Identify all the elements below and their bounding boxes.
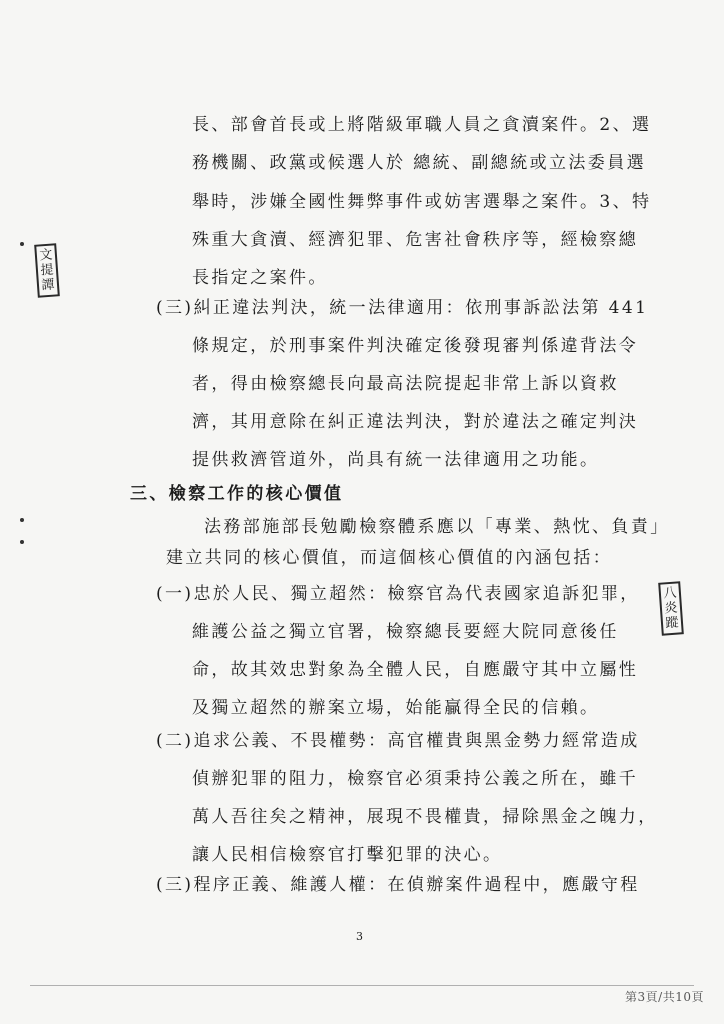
body-line: (三)糾正違法判決，統一法律適用：依刑事訴訟法第 441 bbox=[156, 298, 649, 318]
body-line: 舉時，涉嫌全國性舞弊事件或妨害選舉之案件。3、特 bbox=[192, 192, 652, 212]
body-line: 者，得由檢察總長向最高法院提起非常上訴以資救 bbox=[192, 374, 619, 394]
body-line: 長、部會首長或上將階級軍職人員之貪瀆案件。2、選 bbox=[192, 115, 652, 135]
body-line: 濟，其用意除在糾正違法判決，對於違法之確定判決 bbox=[192, 412, 639, 432]
punch-hole-mark bbox=[20, 518, 24, 522]
punch-hole-mark bbox=[20, 540, 24, 544]
body-line: 讓人民相信檢察官打擊犯罪的決心。 bbox=[192, 845, 503, 865]
body-line: 建立共同的核心價值，而這個核心價值的內涵包括： bbox=[166, 548, 613, 568]
body-line: 及獨立超然的辦案立場，始能贏得全民的信賴。 bbox=[192, 698, 600, 718]
body-line: 法務部施部長勉勵檢察體系應以「專業、熱忱、負責」 bbox=[204, 517, 670, 537]
footer-page-count: 第3頁/共10頁 bbox=[625, 990, 704, 1004]
body-line: (二)追求公義、不畏權勢：高官權貴與黑金勢力經常造成 bbox=[156, 731, 640, 751]
section-heading: 三、檢察工作的核心價值 bbox=[130, 484, 344, 504]
footer-divider bbox=[30, 985, 694, 986]
body-line: 萬人吾往矣之精神，展現不畏權貴，掃除黑金之魄力， bbox=[192, 807, 658, 827]
page-number: 3 bbox=[356, 930, 363, 943]
body-line: 維護公益之獨立官署，檢察總長要經大院同意後任 bbox=[192, 622, 619, 642]
body-line: 長指定之案件。 bbox=[192, 268, 328, 288]
body-line: (三)程序正義、維護人權：在偵辦案件過程中，應嚴守程 bbox=[156, 875, 640, 895]
body-line: 提供救濟管道外，尚具有統一法律適用之功能。 bbox=[192, 450, 600, 470]
right-seal-stamp: 八炎蹤 bbox=[658, 581, 684, 635]
body-line: 條規定，於刑事案件判決確定後發現審判係違背法令 bbox=[192, 336, 639, 356]
body-line: 務機關、政黨或候選人於 總統、副總統或立法委員選 bbox=[192, 153, 647, 173]
punch-hole-mark bbox=[20, 242, 24, 246]
left-seal-stamp: 文提譚 bbox=[34, 243, 60, 297]
body-line: 偵辦犯罪的阻力，檢察官必須秉持公義之所在，雖千 bbox=[192, 769, 639, 789]
body-line: 命，故其效忠對象為全體人民，自應嚴守其中立屬性 bbox=[192, 660, 639, 680]
body-line: (一)忠於人民、獨立超然：檢察官為代表國家追訴犯罪， bbox=[156, 584, 640, 604]
body-line: 殊重大貪瀆、經濟犯罪、危害社會秩序等，經檢察總 bbox=[192, 230, 639, 250]
